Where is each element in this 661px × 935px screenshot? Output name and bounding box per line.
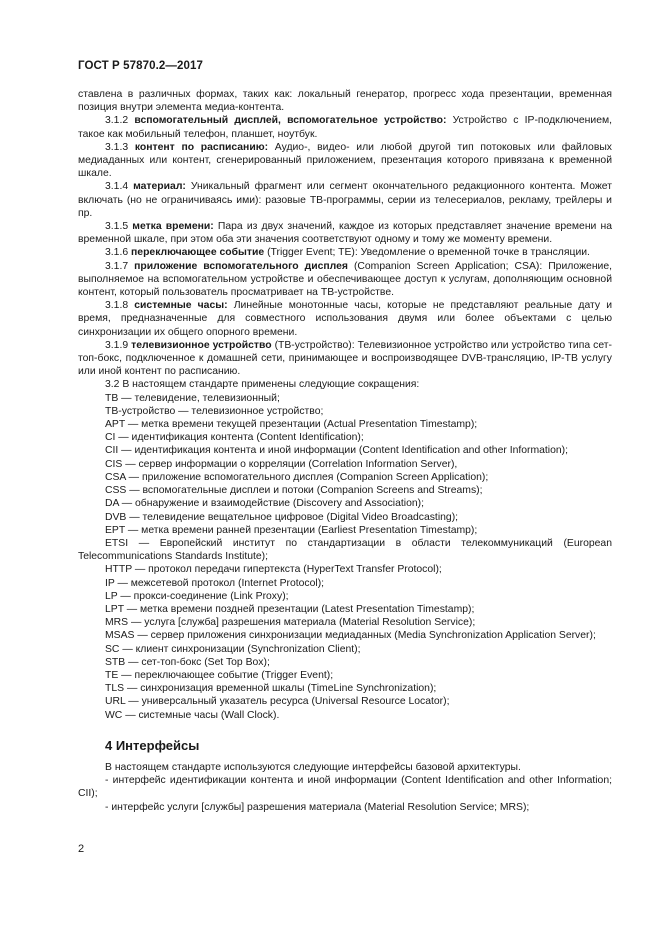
abbreviation-item: ETSI — Европейский институт по стандартизации в области телекоммуникаций (European Telecommunications Standards Institute); [78,537,612,563]
abbreviation-item: ТВ — телевидение, телевизионный; [105,392,280,404]
abbreviation-item: TE — переключающее событие (Trigger Event); [105,669,334,681]
abbreviation-item: EPT — метка времени ранней презентации (Earliest Presentation Timestamp); [105,524,478,536]
abbreviations-list [78,392,612,722]
abbreviations-intro: 3.2 В настоящем стандарте применены следующие сокращения: [105,379,420,391]
document-header: ГОСТ Р 57870.2—2017 [78,60,203,72]
abbreviation-item: APT — метка времени текущей презентации (Actual Presentation Timestamp); [105,419,478,431]
definition-item: 3.1.9 телевизионное устройство (ТВ-устройство): Телевизионное устройство или устройство типа сет-топ-бокс, подключенное к домашней сети, принимающее и воспроизводящее DVB-трансляцию, IP-ТВ услугу или иной контент по расписанию. [78,339,612,378]
definition-item: 3.1.8 системные часы: Линейные монотонные часы, которые не представляют реальные дату и время, предназначенные для совместного использования двумя или более объектами с целью синхронизации их общего опорного времени. [78,300,613,338]
definition-item: 3.1.2 вспомогательный дисплей, вспомогательное устройство: Устройство с IP-подключением, такое как мобильный телефон, планшет, ноутбук. [78,115,613,140]
abbreviation-item: WC — системные часы (Wall Clock). [105,709,280,721]
definition-item: 3.1.7 приложение вспомогательного дисплея (Companion Screen Application; CSA): Приложение, выполняемое на вспомогательном устройстве и обеспечивающее доступ к услугам, дополняющим основной контент, который пользователь просматривает на ТВ-устройстве. [78,260,613,299]
abbreviation-item: STB — сет-топ-бокс (Set Top Box); [105,656,270,668]
definition-item: 3.1.6 переключающее событие (Trigger Event; TE): Уведомление о временной точке в трансляции. [105,247,590,259]
abbreviation-item: CII — идентификация контента и иной информации (Content Identification and other Information); [105,445,569,457]
abbreviation-item: LP — прокси-соединение (Link Proxy); [105,590,289,602]
intro-paragraph: ставлена в различных формах, таких как: локальный генератор, прогресс хода презентации, временная позиция внутри элемента медиа-контента. [78,89,612,114]
abbreviation-item: DA — обнаружение и взаимодействие (Discovery and Association); [105,498,424,510]
abbreviation-item: URL — универсальный указатель ресурса (Universal Resource Locator); [105,696,450,708]
abbreviation-item: CIS — сервер информации о корреляции (Correlation Information Server), [105,458,458,470]
definition-item: 3.1.5 метка времени: Пара из двух значений, каждое из которых представляет значение времени на временной шкале, при этом оба эти значения соответствуют одному и тому же моменту времени. [78,221,613,246]
abbreviation-item: CI — идентификация контента (Content Identification); [105,432,364,444]
page-body [78,88,612,814]
section-paragraph: - интерфейс идентификации контента и иной информации (Content Identification and other Information; CII); [78,775,612,800]
section-paragraph: - интерфейс услуги [службы] разрешения материала (Material Resolution Service; MRS); [105,801,530,813]
abbreviation-item: HTTP — протокол передачи гипертекста (HyperText Transfer Protocol); [105,564,442,576]
abbreviation-item: CSA — приложение вспомогательного дисплея (Companion Screen Application); [105,471,489,483]
section-paragraph: В настоящем стандарте используются следующие интерфейсы базовой архитектуры. [105,761,521,773]
abbreviation-item: DVB — телевидение вещательное цифровое (Digital Video Broadcasting); [105,511,459,523]
abbreviation-item: TLS — синхронизация временной шкалы (TimeLine Synchronization); [105,683,437,695]
abbreviation-item: MRS — услуга [служба] разрешения материала (Material Resolution Service); [105,617,476,629]
abbreviation-item: LPT — метка времени поздней презентации (Latest Presentation Timestamp); [105,603,475,615]
abbreviation-item: MSAS — сервер приложения синхронизации медиаданных (Media Synchronization Application Server); [105,630,596,642]
abbreviation-item: IP — межсетевой протокол (Internet Protocol); [105,577,325,589]
abbreviation-item: SC — клиент синхронизации (Synchronization Client); [105,643,361,655]
section-heading: 4 Интерфейсы [105,737,200,753]
definition-item: 3.1.4 материал: Уникальный фрагмент или сегмент окончательного редакционного контента. Может включать (но не ограничиваясь ими): разовые ТВ-программы, серии из телесериалов, рекламу, трейлеры и пр. [78,181,613,219]
definition-item: 3.1.3 контент по расписанию: Аудио-, видео- или любой другой тип потоковых или файловых медиаданных или контент, сгенерированный приложением, презентация которого привязана к временной шкале. [78,141,613,180]
definitions-list [78,114,612,378]
page-number: 2 [78,843,85,855]
abbreviation-item: CSS — вспомогательные дисплеи и потоки (Companion Screens and Streams); [105,485,483,497]
abbreviation-item: ТВ-устройство — телевизионное устройство; [105,405,324,417]
